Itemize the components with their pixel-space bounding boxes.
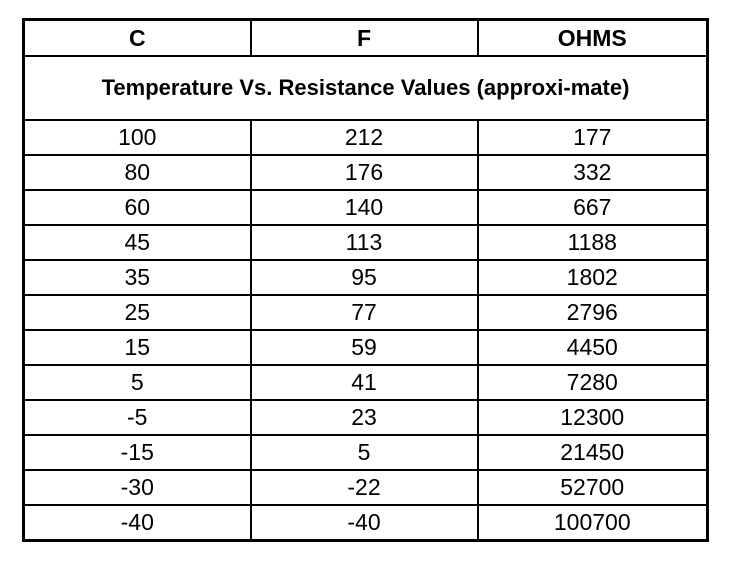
- fahrenheit-cell: 95: [251, 260, 478, 295]
- fahrenheit-cell: -40: [251, 505, 478, 541]
- fahrenheit-cell: 212: [251, 120, 478, 155]
- celsius-cell: 80: [24, 155, 251, 190]
- table-row: [24, 400, 708, 435]
- ohms-cell: 4450: [478, 330, 708, 365]
- celsius-cell: 35: [24, 260, 251, 295]
- fahrenheit-cell: 5: [251, 435, 478, 470]
- ohms-cell: 2796: [478, 295, 708, 330]
- celsius-cell: -30: [24, 470, 251, 505]
- table-row: [24, 260, 708, 295]
- fahrenheit-cell: 23: [251, 400, 478, 435]
- table-row: [24, 470, 708, 505]
- ohms-cell: 1188: [478, 225, 708, 260]
- caption-row: [24, 56, 708, 120]
- celsius-cell: 5: [24, 365, 251, 400]
- table-row: [24, 365, 708, 400]
- ohms-cell: 100700: [478, 505, 708, 541]
- ohms-cell: 177: [478, 120, 708, 155]
- table-row: [24, 120, 708, 155]
- table-row: [24, 190, 708, 225]
- fahrenheit-cell: -22: [251, 470, 478, 505]
- celsius-cell: 100: [24, 120, 251, 155]
- fahrenheit-cell: 59: [251, 330, 478, 365]
- fahrenheit-cell: 77: [251, 295, 478, 330]
- ohms-cell: 12300: [478, 400, 708, 435]
- celsius-cell: -40: [24, 505, 251, 541]
- temperature-resistance-table: [22, 18, 709, 542]
- celsius-cell: 60: [24, 190, 251, 225]
- ohms-cell: 332: [478, 155, 708, 190]
- celsius-cell: 25: [24, 295, 251, 330]
- celsius-cell: 45: [24, 225, 251, 260]
- table-row: [24, 295, 708, 330]
- ohms-cell: 21450: [478, 435, 708, 470]
- ohms-cell: 1802: [478, 260, 708, 295]
- ohms-cell: 667: [478, 190, 708, 225]
- table-row: [24, 435, 708, 470]
- table-row: [24, 330, 708, 365]
- ohms-cell: 52700: [478, 470, 708, 505]
- fahrenheit-cell: 41: [251, 365, 478, 400]
- table-row: [24, 225, 708, 260]
- fahrenheit-cell: 140: [251, 190, 478, 225]
- fahrenheit-cell: 176: [251, 155, 478, 190]
- celsius-cell: 15: [24, 330, 251, 365]
- column-header-celsius: C: [24, 20, 251, 57]
- fahrenheit-cell: 113: [251, 225, 478, 260]
- table-body: [24, 120, 708, 541]
- header-row: [24, 20, 708, 57]
- table-row: [24, 155, 708, 190]
- celsius-cell: -5: [24, 400, 251, 435]
- column-header-ohms: OHMS: [478, 20, 708, 57]
- table-caption: Temperature Vs. Resistance Values (approxi-mate): [24, 56, 708, 120]
- celsius-cell: -15: [24, 435, 251, 470]
- table-row: [24, 505, 708, 541]
- column-header-fahrenheit: F: [251, 20, 478, 57]
- ohms-cell: 7280: [478, 365, 708, 400]
